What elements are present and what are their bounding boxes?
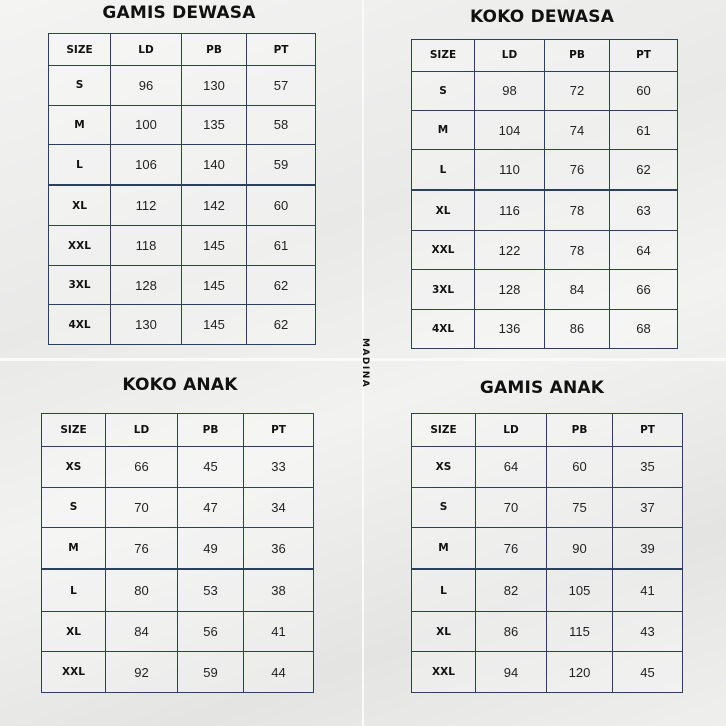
- size-cell: 3XL: [49, 265, 111, 304]
- measure-cell: 86: [476, 611, 547, 652]
- measure-cell: 59: [247, 145, 316, 186]
- measure-cell: 100: [111, 105, 182, 144]
- table-row: [412, 528, 683, 570]
- size-cell: S: [412, 71, 475, 110]
- measure-cell: 140: [182, 145, 247, 186]
- header-row: [49, 34, 316, 66]
- measure-cell: 57: [247, 66, 316, 105]
- measure-cell: 84: [545, 270, 610, 309]
- size-cell: S: [412, 487, 476, 528]
- measure-cell: 112: [111, 185, 182, 226]
- table-row: [42, 652, 314, 693]
- header-row: [42, 414, 314, 447]
- measure-cell: 45: [613, 652, 683, 693]
- size-cell: 3XL: [412, 270, 475, 309]
- measure-cell: 66: [106, 446, 178, 487]
- table-row: [412, 446, 683, 487]
- header-row: [412, 414, 683, 447]
- table-row: [49, 305, 316, 345]
- table-row: [412, 190, 678, 230]
- measure-cell: 64: [476, 446, 547, 487]
- measure-cell: 60: [247, 185, 316, 226]
- measure-cell: 84: [106, 611, 178, 652]
- table-row: [49, 185, 316, 226]
- size-cell: XS: [42, 446, 106, 487]
- table-row: [412, 569, 683, 611]
- measure-cell: 120: [547, 652, 613, 693]
- measure-cell: 82: [476, 569, 547, 611]
- measure-cell: 44: [244, 652, 314, 693]
- size-cell: L: [49, 145, 111, 186]
- size-table: [41, 413, 314, 693]
- measure-cell: 62: [247, 305, 316, 345]
- measure-cell: 78: [545, 190, 610, 230]
- measure-cell: 122: [475, 231, 545, 270]
- measure-cell: 76: [106, 528, 178, 570]
- size-table: [411, 413, 683, 693]
- size-cell: XXL: [412, 231, 475, 270]
- measure-cell: 145: [182, 265, 247, 304]
- measure-cell: 62: [610, 150, 678, 190]
- measure-cell: 104: [475, 111, 545, 150]
- table-row: [42, 446, 314, 487]
- measure-cell: 58: [247, 105, 316, 144]
- column-header: LD: [475, 40, 545, 72]
- table-row: [42, 487, 314, 528]
- measure-cell: 110: [475, 150, 545, 190]
- column-header: PB: [178, 414, 244, 447]
- column-header: PT: [244, 414, 314, 447]
- size-table: [411, 39, 678, 349]
- size-cell: XL: [412, 611, 476, 652]
- measure-cell: 74: [545, 111, 610, 150]
- measure-cell: 90: [547, 528, 613, 570]
- size-cell: S: [42, 487, 106, 528]
- measure-cell: 61: [610, 111, 678, 150]
- size-cell: XL: [42, 611, 106, 652]
- table-row: [49, 265, 316, 304]
- column-header: PB: [182, 34, 247, 66]
- size-cell: L: [412, 150, 475, 190]
- measure-cell: 35: [613, 446, 683, 487]
- measure-cell: 80: [106, 569, 178, 611]
- table-row: [42, 528, 314, 570]
- measure-cell: 128: [475, 270, 545, 309]
- table-row: [412, 231, 678, 270]
- measure-cell: 36: [244, 528, 314, 570]
- measure-cell: 63: [610, 190, 678, 230]
- size-cell: XS: [412, 446, 476, 487]
- size-table: [48, 33, 316, 345]
- measure-cell: 68: [610, 309, 678, 348]
- measure-cell: 60: [547, 446, 613, 487]
- measure-cell: 38: [244, 569, 314, 611]
- column-header: PB: [545, 40, 610, 72]
- column-header: LD: [111, 34, 182, 66]
- panel-title: KOKO ANAK: [122, 375, 238, 395]
- table-row: [412, 150, 678, 190]
- measure-cell: 59: [178, 652, 244, 693]
- measure-cell: 136: [475, 309, 545, 348]
- panel-title: KOKO DEWASA: [469, 7, 615, 27]
- column-header: PT: [247, 34, 316, 66]
- measure-cell: 34: [244, 487, 314, 528]
- measure-cell: 128: [111, 265, 182, 304]
- measure-cell: 78: [545, 231, 610, 270]
- measure-cell: 47: [178, 487, 244, 528]
- column-header: SIZE: [412, 414, 476, 447]
- measure-cell: 94: [476, 652, 547, 693]
- size-cell: M: [49, 105, 111, 144]
- measure-cell: 41: [613, 569, 683, 611]
- table-row: [42, 611, 314, 652]
- measure-cell: 43: [613, 611, 683, 652]
- measure-cell: 33: [244, 446, 314, 487]
- size-cell: 4XL: [412, 309, 475, 348]
- panel-gamis-anak: [364, 361, 726, 726]
- column-header: LD: [476, 414, 547, 447]
- measure-cell: 64: [610, 231, 678, 270]
- panel-gamis-dewasa: [0, 0, 362, 358]
- size-cell: L: [42, 569, 106, 611]
- measure-cell: 116: [475, 190, 545, 230]
- table-row: [412, 71, 678, 110]
- measure-cell: 145: [182, 305, 247, 345]
- size-cell: M: [412, 528, 476, 570]
- measure-cell: 130: [111, 305, 182, 345]
- header-row: [412, 40, 678, 72]
- column-header: PB: [547, 414, 613, 447]
- panel-title: GAMIS DEWASA: [102, 3, 256, 23]
- measure-cell: 62: [247, 265, 316, 304]
- panel-title: GAMIS ANAK: [479, 378, 605, 398]
- measure-cell: 60: [610, 71, 678, 110]
- panel-koko-anak: [0, 361, 362, 726]
- table-row: [42, 569, 314, 611]
- measure-cell: 53: [178, 569, 244, 611]
- measure-cell: 76: [545, 150, 610, 190]
- measure-cell: 142: [182, 185, 247, 226]
- table-row: [49, 226, 316, 265]
- measure-cell: 98: [475, 71, 545, 110]
- column-header: SIZE: [49, 34, 111, 66]
- column-header: SIZE: [412, 40, 475, 72]
- measure-cell: 37: [613, 487, 683, 528]
- measure-cell: 70: [476, 487, 547, 528]
- measure-cell: 61: [247, 226, 316, 265]
- measure-cell: 86: [545, 309, 610, 348]
- measure-cell: 56: [178, 611, 244, 652]
- measure-cell: 130: [182, 66, 247, 105]
- brand-label: MADINA: [360, 337, 370, 389]
- measure-cell: 39: [613, 528, 683, 570]
- measure-cell: 45: [178, 446, 244, 487]
- size-cell: XXL: [412, 652, 476, 693]
- table-row: [412, 270, 678, 309]
- size-cell: M: [412, 111, 475, 150]
- measure-cell: 75: [547, 487, 613, 528]
- measure-cell: 105: [547, 569, 613, 611]
- size-cell: XXL: [42, 652, 106, 693]
- measure-cell: 115: [547, 611, 613, 652]
- measure-cell: 118: [111, 226, 182, 265]
- table-row: [412, 111, 678, 150]
- column-header: LD: [106, 414, 178, 447]
- measure-cell: 145: [182, 226, 247, 265]
- table-row: [412, 309, 678, 348]
- table-row: [412, 487, 683, 528]
- table-row: [412, 611, 683, 652]
- measure-cell: 72: [545, 71, 610, 110]
- column-header: PT: [610, 40, 678, 72]
- size-cell: 4XL: [49, 305, 111, 345]
- size-cell: XL: [49, 185, 111, 226]
- size-cell: XL: [412, 190, 475, 230]
- size-cell: S: [49, 66, 111, 105]
- measure-cell: 96: [111, 66, 182, 105]
- column-header: SIZE: [42, 414, 106, 447]
- column-header: PT: [613, 414, 683, 447]
- measure-cell: 92: [106, 652, 178, 693]
- size-cell: L: [412, 569, 476, 611]
- table-row: [412, 652, 683, 693]
- table-row: [49, 105, 316, 144]
- measure-cell: 76: [476, 528, 547, 570]
- table-row: [49, 145, 316, 186]
- measure-cell: 66: [610, 270, 678, 309]
- table-row: [49, 66, 316, 105]
- measure-cell: 49: [178, 528, 244, 570]
- measure-cell: 41: [244, 611, 314, 652]
- measure-cell: 135: [182, 105, 247, 144]
- measure-cell: 106: [111, 145, 182, 186]
- measure-cell: 70: [106, 487, 178, 528]
- size-cell: XXL: [49, 226, 111, 265]
- size-cell: M: [42, 528, 106, 570]
- panel-koko-dewasa: [364, 0, 726, 358]
